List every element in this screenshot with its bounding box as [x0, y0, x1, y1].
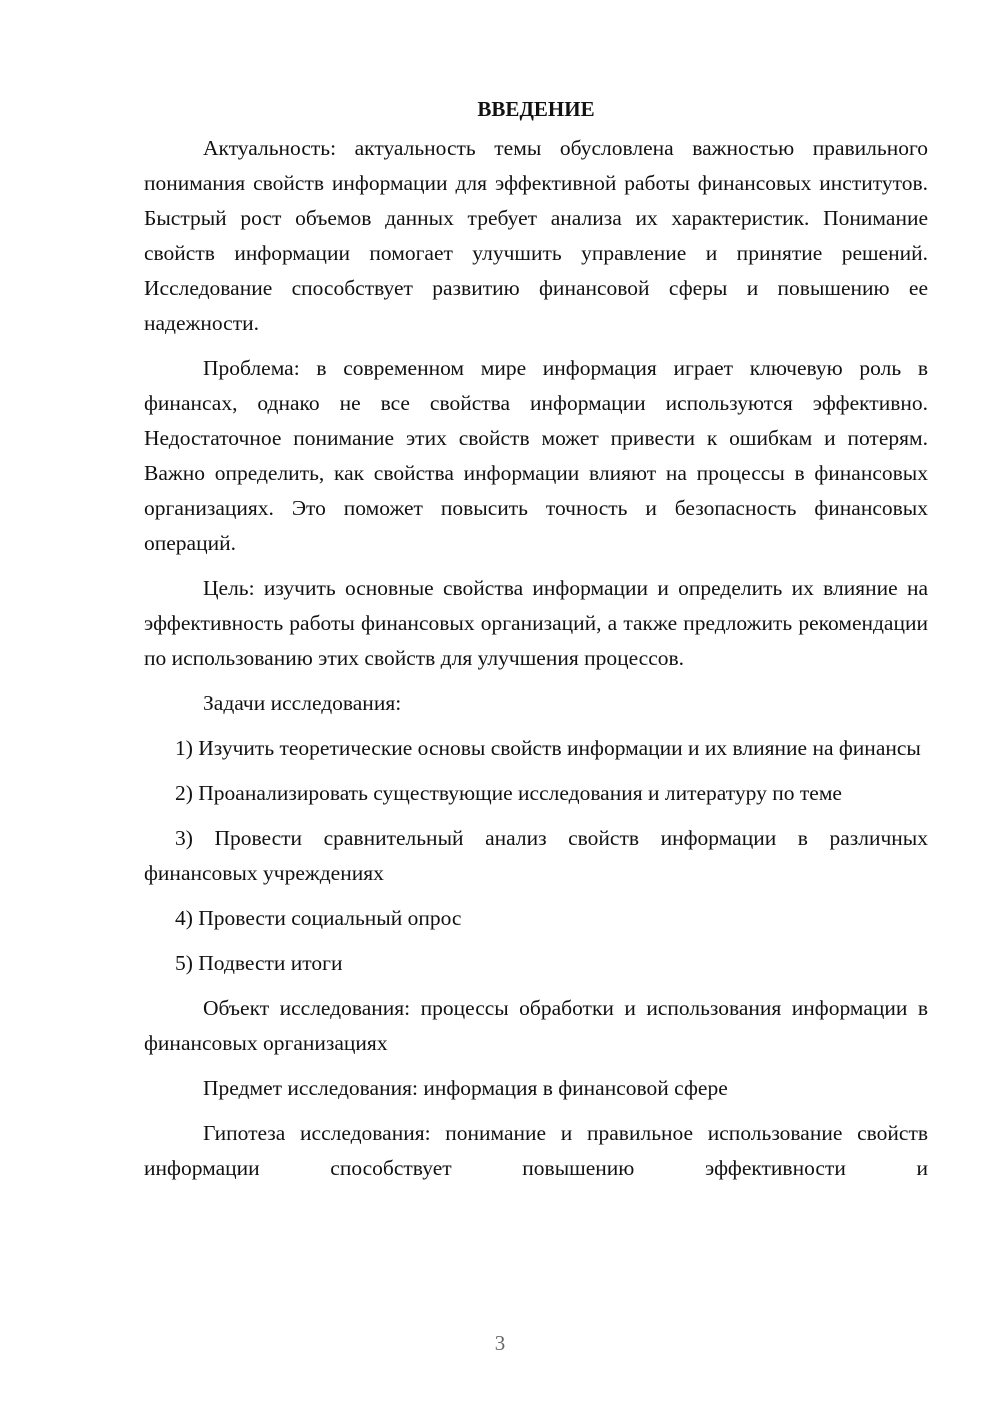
object-paragraph: Объект исследования: процессы обработки и использования информации в финансовых организациях	[144, 996, 928, 1055]
goal-paragraph: Цель: изучить основные свойства информации и определить их влияние на эффективность работы финансовых организаций, а также предложить рекомендации по использованию этих свойств для улучшения процессов.	[144, 576, 928, 670]
document-page	[144, 92, 928, 1196]
task-item-4: 4) Провести социальный опрос	[175, 906, 462, 930]
task-item-5: 5) Подвести итоги	[175, 951, 343, 975]
task-item-1: 1) Изучить теоретические основы свойств информации и их влияние на финансы	[175, 736, 921, 760]
hypothesis-paragraph: Гипотеза исследования: понимание и правильное использование свойств информации способствует повышению эффективности и	[144, 1121, 928, 1180]
section-heading: ВВЕДЕНИЕ	[477, 97, 595, 121]
problem-paragraph: Проблема: в современном мире информация играет ключевую роль в финансах, однако не все свойства информации используются эффективно. Недостаточное понимание этих свойств может привести к ошибкам и потерям. Важно определить, как свойства информации влияют на процессы в финансовых организациях. Это поможет повысить точность и безопасность финансовых операций.	[144, 356, 928, 555]
page-number: 3	[494, 1331, 506, 1355]
task-item-3: 3) Провести сравнительный анализ свойств информации в различных финансовых учреждениях	[144, 826, 928, 885]
relevance-paragraph: Актуальность: актуальность темы обусловлена важностью правильного понимания свойств информации для эффективной работы финансовых институтов. Быстрый рост объемов данных требует анализа их характеристик. Понимание свойств информации помогает улучшить управление и принятие решений. Исследование способствует развитию финансовой сферы и повышению ее надежности.	[144, 136, 928, 335]
subject-paragraph: Предмет исследования: информация в финансовой сфере	[203, 1076, 728, 1100]
task-item-2: 2) Проанализировать существующие исследования и литературу по теме	[175, 781, 842, 805]
tasks-heading: Задачи исследования:	[203, 691, 402, 715]
